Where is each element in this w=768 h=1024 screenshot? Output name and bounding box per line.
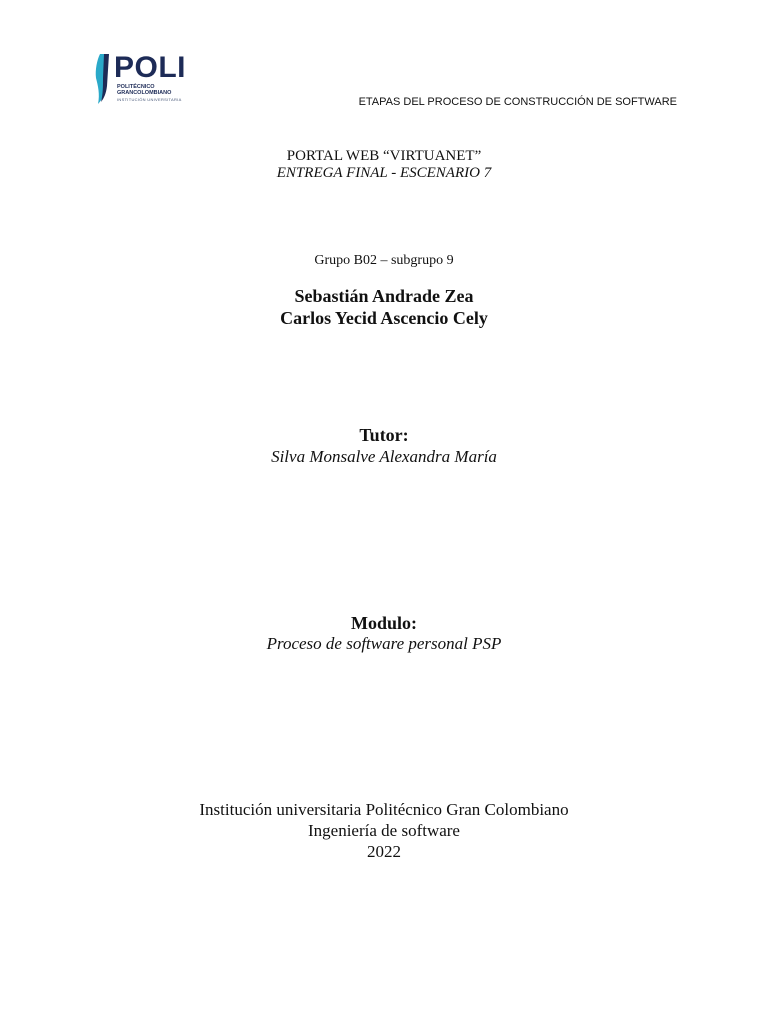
module-heading: Modulo: bbox=[350, 613, 417, 633]
logo-line-1: POLITÉCNICO bbox=[117, 84, 155, 90]
portal-title: PORTAL WEB “VIRTUANET” bbox=[286, 148, 482, 164]
tutor-heading: Tutor: bbox=[359, 425, 409, 445]
logo-line-2: GRANCOLOMBIANO bbox=[117, 90, 172, 96]
poli-logo bbox=[94, 50, 204, 106]
institution-name: Institución universitaria Politécnico Gran Colombiano bbox=[199, 800, 569, 819]
tutor-name: Silva Monsalve Alexandra María bbox=[271, 447, 497, 466]
logo-wordmark: POLI bbox=[114, 51, 187, 84]
module-name: Proceso de software personal PSP bbox=[266, 634, 502, 653]
author-name: Sebastián Andrade Zea bbox=[294, 286, 474, 306]
group-label: Grupo B02 – subgrupo 9 bbox=[314, 253, 454, 268]
year: 2022 bbox=[367, 842, 401, 861]
document-header-title: ETAPAS DEL PROCESO DE CONSTRUCCIÓN DE SOFTWARE bbox=[358, 96, 677, 108]
poli-emblem-icon bbox=[94, 50, 116, 106]
logo-line-3: INSTITUCIÓN UNIVERSITARIA bbox=[117, 97, 182, 102]
author-name: Carlos Yecid Ascencio Cely bbox=[280, 308, 488, 328]
delivery-subtitle: ENTREGA FINAL - ESCENARIO 7 bbox=[276, 165, 492, 181]
program-name: Ingeniería de software bbox=[308, 821, 460, 840]
